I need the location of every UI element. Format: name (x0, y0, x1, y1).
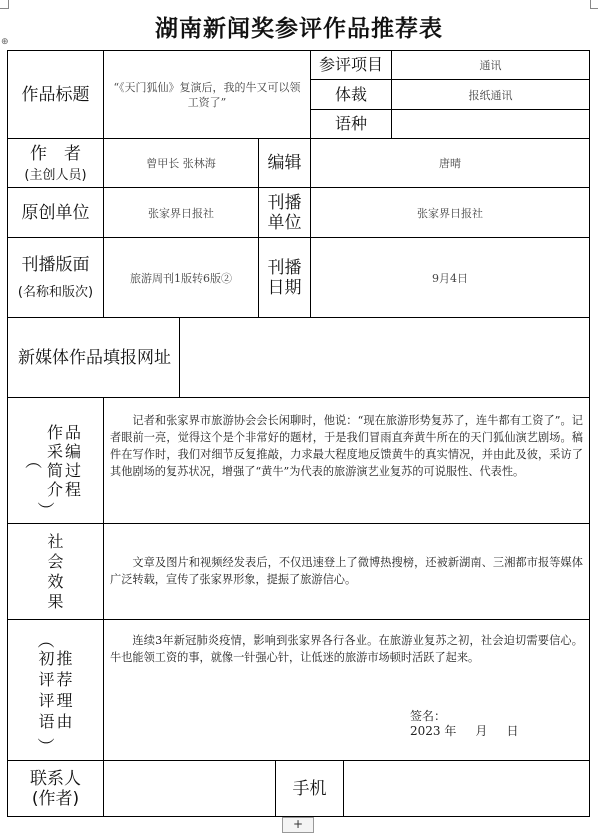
mobile-label: 手机 (292, 778, 327, 799)
crop-mark-top-right (590, 0, 598, 9)
recommend-label-char: ） (34, 737, 55, 755)
new-media-url-value[interactable] (180, 318, 589, 397)
publish-page-label (8, 238, 103, 317)
process-label-char: 程 (64, 479, 81, 499)
process-label-char: 采 (46, 441, 63, 461)
publish-date-label-1: 刊播 (267, 257, 302, 278)
publish-unit-label-1: 刊播 (267, 192, 302, 213)
category-item-label: 参评项目 (318, 55, 383, 74)
work-title-value[interactable]: “《天门狐仙》复演后，我的牛又可以领工资了” (113, 80, 301, 109)
process-label-char: ） (34, 501, 55, 519)
process-label-char: 作 (46, 422, 63, 442)
work-title-label: 作品标题 (21, 84, 90, 105)
effect-label (8, 524, 103, 619)
publish-date-label-2: 日期 (267, 277, 302, 298)
effect-label-char: 会 (47, 551, 64, 571)
author-value[interactable]: 曾甲长 张林海 (146, 157, 216, 170)
language-value[interactable] (392, 110, 589, 138)
recommend-text[interactable]: 连续3年新冠肺炎疫情，影响到张家界各行各业。在旅游业复苏之初，社会迫切需要信心。牛也能领工资的事，就像一针强心针，让低迷的旅游市场顿时活跃了起来。 (110, 634, 583, 664)
publish-date-label (259, 238, 310, 317)
contact-label-1: 联系人 (30, 768, 81, 789)
recommend-label-char: 由 (56, 712, 73, 731)
category-item-value[interactable]: 通讯 (479, 59, 502, 72)
add-row-button[interactable]: + (282, 817, 314, 833)
process-label-char: 简 (46, 460, 63, 480)
publish-unit-label-2: 单位 (267, 212, 302, 233)
signature-date[interactable]: 2023 年 月 日 (410, 724, 519, 738)
recommend-label-char: 语 (38, 712, 55, 731)
publish-page-value[interactable]: 旅游周刊1版转6版② (130, 271, 232, 285)
contact-value[interactable] (104, 761, 275, 816)
mobile-value[interactable] (344, 761, 589, 816)
origin-unit-value[interactable]: 张家界日报社 (148, 206, 214, 220)
recommend-label-char: 荐 (56, 670, 73, 689)
effect-label-char: 社 (47, 531, 64, 551)
process-label-char: 过 (64, 460, 81, 480)
origin-unit-label: 原创单位 (21, 202, 90, 223)
contact-label (8, 761, 103, 816)
genre-value[interactable]: 报纸通讯 (468, 88, 513, 102)
publish-unit-value[interactable]: 张家界日报社 (417, 206, 483, 220)
new-media-url-label: 新媒体作品填报网址 (18, 347, 171, 368)
table-move-handle-icon[interactable]: ⊕ (1, 37, 9, 47)
process-label-char: 编 (64, 441, 81, 461)
recommend-label (8, 620, 103, 760)
editor-value[interactable]: 唐晴 (439, 157, 461, 170)
effect-label-char: 果 (47, 591, 64, 611)
author-label-main: 作 者 (30, 143, 81, 164)
recommend-label-char: （ (34, 631, 55, 649)
process-label-char: （ (22, 452, 42, 469)
language-label: 语种 (334, 114, 367, 133)
publish-page-label-2: (名称和版次) (17, 285, 94, 300)
recommend-label-char: 理 (56, 691, 73, 710)
author-label (8, 139, 103, 187)
publish-date-value[interactable]: 9月4日 (432, 271, 468, 285)
process-text[interactable]: 记者和张家界市旅游协会会长闲聊时，他说：“现在旅游形势复苏了，连牛都有工资了”。记者眼前一亮，觉得这个是个非常好的题材，于是我们冒雨直奔黄牛所在的天门狐仙演艺剧场。稿件在写作时，我们对细节反复推敲，力求最大程度地反馈黄牛的真实情况，并由此及彼，采访了其他剧场的复苏状况，增强了“黄牛”为代表的旅游演艺业复苏的可说服性、代表性。 (110, 414, 583, 478)
grid-line (103, 397, 104, 817)
genre-label: 体裁 (334, 84, 367, 104)
effect-label-char: 效 (47, 571, 64, 591)
contact-label-2: (作者) (31, 788, 80, 809)
signature-label[interactable]: 签名： (410, 709, 447, 723)
publish-unit-label (259, 188, 310, 237)
process-label-char: 品 (64, 422, 81, 442)
recommend-label-char: 评 (38, 691, 55, 710)
process-label (8, 398, 103, 523)
grid-line (589, 50, 590, 817)
page-title: 湖南新闻奖参评作品推荐表 (155, 16, 443, 42)
editor-label: 编辑 (267, 153, 302, 173)
recommend-label-char: 评 (38, 670, 55, 689)
effect-text[interactable]: 文章及图片和视频经发表后，不仅迅速登上了微博热搜榜，还被新湖南、三湘都市报等媒体广泛转载，宣传了张家界形象，提振了旅游信心。 (110, 556, 583, 586)
process-label-char: 介 (46, 479, 63, 499)
author-label-sub: (主创人员) (24, 167, 87, 183)
crop-mark-top-left (0, 0, 9, 9)
recommend-label-char: 初 (38, 649, 55, 668)
publish-page-label-1: 刊播版面 (21, 255, 90, 275)
recommend-label-char: 推 (56, 649, 73, 668)
